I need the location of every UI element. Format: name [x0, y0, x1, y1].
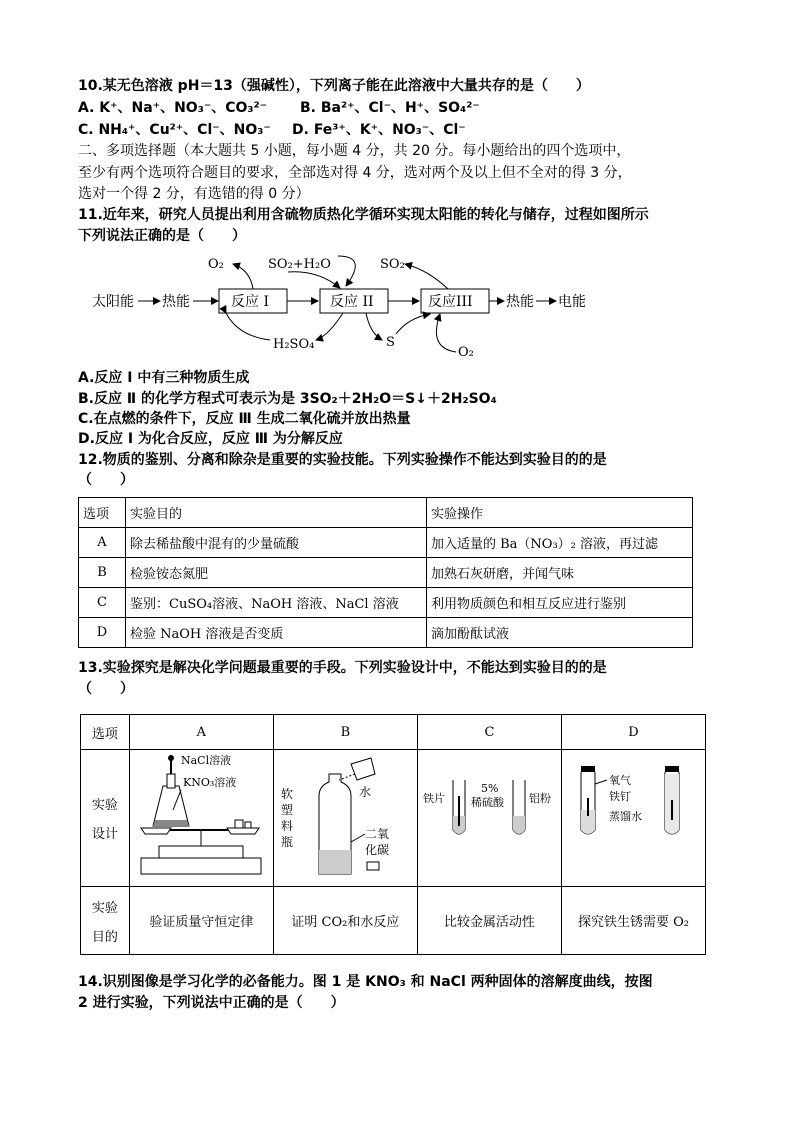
heat-out-label: 热能: [506, 294, 534, 310]
q13-purpose-cell: 证明 CO₂和水反应: [273, 887, 417, 955]
q13-design-row: [81, 750, 706, 887]
heat-in-label: 热能: [162, 294, 190, 310]
q12-stem-line1: 12.物质的鉴别、分离和除杂是重要的实验技能。下列实验操作不能达到实验目的的是: [78, 452, 607, 468]
q11-option-b: B.反应 Ⅱ 的化学方程式可表示为是 3SO₂＋2H₂O＝S↓＋2H₂SO₄: [78, 391, 497, 407]
table-cell: A: [79, 528, 126, 558]
iron-sheet-label: 铁片: [423, 792, 446, 805]
q11-cycle-diagram: [78, 248, 718, 366]
table-row: [79, 618, 693, 648]
kno3-solution-label: KNO₃溶液: [183, 776, 237, 789]
reaction-1-label: 反应 I: [231, 294, 269, 310]
q13-figure-d: [561, 750, 705, 887]
q14-stem-line2: 2 进行实验，下列说法中正确的是（ ）: [78, 995, 345, 1011]
oxygen-label: 氧气: [609, 774, 632, 787]
reaction-2-label: 反应 II: [330, 294, 374, 310]
table-cell: 检验 NaOH 溶液是否变质: [126, 618, 427, 648]
dilute-sulfuric-label: 稀硫酸: [471, 796, 505, 809]
table-cell: 除去稀盐酸中混有的少量硫酸: [126, 528, 427, 558]
q13-table: [80, 714, 706, 955]
q11-option-a: A.反应 Ⅰ 中有三种物质生成: [78, 370, 250, 386]
q10-option-b: B. Ba²⁺、Cl⁻、H⁺、SO₄²⁻: [300, 100, 480, 116]
q13-purpose-cell: 比较金属活动性: [417, 887, 561, 955]
table-cell: B: [79, 558, 126, 588]
table-cell: C: [79, 588, 126, 618]
q13-purpose-label: [81, 887, 130, 955]
table-row: [79, 588, 693, 618]
water-label: 水: [359, 785, 372, 799]
bottle-label-char: 塑: [281, 803, 294, 817]
q12-header-cell: 实验目的: [126, 498, 427, 528]
section2-line3: 选对一个得 2 分，有选错的得 0 分）: [78, 186, 310, 202]
solar-energy-label: 太阳能: [92, 294, 134, 310]
aluminum-powder-label: 铝粉: [529, 792, 552, 805]
q10-option-a: A. K⁺、Na⁺、NO₃⁻、CO₃²⁻: [78, 100, 268, 116]
bottle-figure: [275, 750, 415, 882]
test-tubes-figure: [419, 750, 559, 882]
co2-label-line: 化碳: [365, 843, 390, 857]
table-cell: D: [79, 618, 126, 648]
table-cell: 滴加酚酞试液: [427, 618, 693, 648]
q12-stem-line2: （ ）: [78, 472, 134, 488]
q13-design-label: [81, 750, 130, 887]
row-label-part: 目的: [91, 929, 118, 945]
bottle-label-char: 瓶: [281, 835, 294, 849]
q12-header-cell: 选项: [79, 498, 126, 528]
q14-stem-line1: 14.识别图像是学习化学的必备能力。图 1 是 KNO₃ 和 NaCl 两种固体的溶解度曲线，按图: [78, 974, 653, 990]
q11-option-c: C.在点燃的条件下，反应 Ⅲ 生成二氧化硫并放出热量: [78, 411, 411, 427]
nacl-solution-label: NaCl溶液: [181, 754, 232, 767]
acid-percent-label: 5%: [481, 782, 499, 795]
q13-purpose-cell: 探究铁生锈需要 O₂: [561, 887, 705, 955]
q10-stem: 10.某无色溶液 pH＝13（强碱性），下列离子能在此溶液中大量共存的是（ ）: [78, 78, 590, 94]
section2-line2: 至少有两个选项符合题目的要求，全部选对得 4 分，选对两个及以上但不全对的得 3 分，: [78, 165, 632, 181]
row-label-part: 实验: [91, 798, 118, 813]
distilled-water-label: 蒸馏水: [609, 810, 643, 823]
table-cell: 加熟石灰研磨，并闻气味: [427, 558, 693, 588]
balance-figure: [131, 750, 271, 882]
row-label-part: 设计: [91, 827, 118, 842]
table-cell: 检验铵态氮肥: [126, 558, 427, 588]
q13-stem-line2: （ ）: [78, 681, 134, 697]
row-label-part: 实验: [91, 900, 118, 916]
table-row: [79, 558, 693, 588]
q13-header-cell: B: [273, 715, 417, 750]
table-row: [79, 528, 693, 558]
q13-header-cell: C: [417, 715, 561, 750]
co2-label-line: 二氧: [365, 827, 390, 841]
o2-top-label: O₂: [208, 257, 224, 272]
q11-stem-line2: 下列说法正确的是（ ）: [78, 228, 246, 244]
sulfur-label: S: [386, 335, 395, 350]
iron-nail-label: 铁钉: [609, 790, 632, 803]
q11-option-d: D.反应 Ⅰ 为化合反应，反应 Ⅲ 为分解反应: [78, 431, 343, 447]
so2-h2o-label: SO₂+H₂O: [268, 257, 331, 272]
q11-stem-line1: 11.近年来，研究人员提出利用含硫物质热化学循环实现太阳能的转化与储存，过程如图所示: [78, 207, 649, 223]
table-cell: 加入适量的 Ba（NO₃）₂ 溶液，再过滤: [427, 528, 693, 558]
rusting-figure: [563, 750, 703, 882]
q13-header-cell: D: [561, 715, 705, 750]
q10-option-c: C. NH₄⁺、Cu²⁺、Cl⁻、NO₃⁻: [78, 122, 271, 138]
q10-option-d: D. Fe³⁺、K⁺、NO₃⁻、Cl⁻: [292, 122, 466, 138]
q13-stem-line1: 13.实验探究是解决化学问题最重要的手段。下列实验设计中，不能达到实验目的的是: [78, 660, 607, 676]
q12-table: [78, 497, 693, 648]
reaction-3-label: 反应III: [428, 294, 473, 310]
q12-header-cell: 实验操作: [427, 498, 693, 528]
q13-header-cell: A: [129, 715, 273, 750]
q13-header-row: [81, 715, 706, 750]
q13-figure-c: [417, 750, 561, 887]
q12-header-row: [79, 498, 693, 528]
q13-figure-b: [273, 750, 417, 887]
bottle-label-char: 料: [281, 819, 294, 833]
section2-line1: 二、多项选择题（本大题共 5 小题，每小题 4 分，共 20 分。每小题给出的四个选项中，: [78, 143, 631, 159]
electric-energy-label: 电能: [558, 294, 586, 310]
table-cell: 鉴别：CuSO₄溶液、NaOH 溶液、NaCl 溶液: [126, 588, 427, 618]
o2-bottom-label: O₂: [458, 345, 474, 360]
so2-top-label: SO₂: [380, 257, 405, 272]
bottle-label-char: 软: [281, 787, 294, 801]
q13-purpose-cell: 验证质量守恒定律: [129, 887, 273, 955]
q13-figure-a: [129, 750, 273, 887]
q13-purpose-row: [81, 887, 706, 955]
h2so4-label: H₂SO₄: [273, 337, 315, 352]
q13-header-cell: 选项: [81, 715, 130, 750]
table-cell: 利用物质颜色和相互反应进行鉴别: [427, 588, 693, 618]
